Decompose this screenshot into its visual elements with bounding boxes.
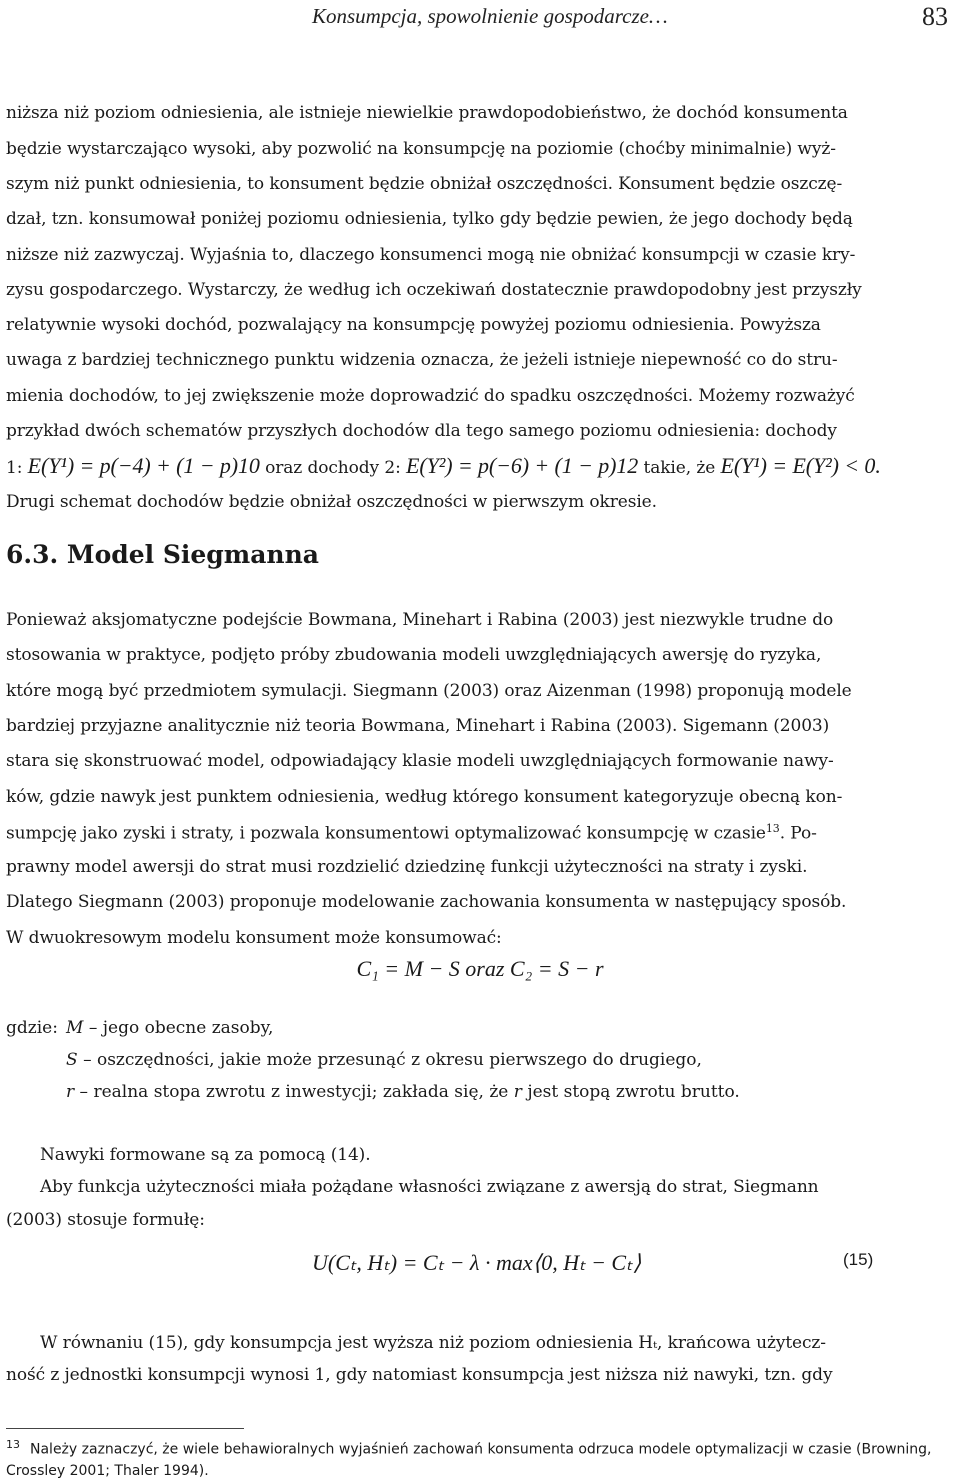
math-line [6,453,881,479]
text-line: Ponieważ aksjomatyczne podejście Bowmana, Minehart i Rabina (2003) jest niezwykle trudne do [6,610,834,630]
text-line: prawny model awersji do strat musi rozdzielić dziedzinę funkcji użyteczności na straty i zyski. [6,857,808,877]
text-line: będzie wystarczająco wysoki, aby pozwolić na konsumpcję na poziomie (choćby minimalnie) wyż- [6,139,836,159]
footnote-divider [6,1428,244,1429]
text-line: stosowania w praktyce, podjęto próby zbudowania modeli uwzględniających awersję do ryzyka, [6,645,822,665]
text-line [6,822,817,844]
definition-r [66,1082,740,1102]
math-prefix: 1: [6,458,23,478]
text-line: które mogą być przedmiotem symulacji. Siegmann (2003) oraz Aizenman (1998) proponują modele [6,681,852,701]
definition-S [66,1050,702,1070]
page-number: 83 [922,2,948,31]
text-line: Nawyki formowane są za pomocą (14). [40,1145,371,1165]
text-line: relatywnie wysoki dochód, pozwalający na konsumpcję powyżej poziomu odniesienia. Powyższa [6,315,821,335]
equation-income-2: E(Y²) = p(−6) + (1 − p)12 [406,453,639,478]
footnote [6,1434,956,1482]
symbol: r [513,1082,522,1102]
text-line: ność z jednostki konsumpcji wynosi 1, gdy natomiast konsumpcja jest niższa niż nawyki, tzn. gdy [6,1365,833,1385]
footnote-mark: 13 [6,1438,20,1451]
footnote-text: Należy zaznaczyć, że wiele behawioralnych wyjaśnień zachowań konsumenta odrzuca modele optymalizacji w czasie (Browning, Crossley 2001; Thaler 1994). [6,1441,932,1479]
definition-text: jest stopą zwrotu brutto. [527,1082,740,1102]
text-line: dzał, tzn. konsumował poniżej poziomu odniesienia, tylko gdy będzie pewien, że jego dochody będą [6,209,853,229]
section-heading: 6.3. Model Siegmanna [6,540,319,569]
equation-comparison: E(Y¹) = E(Y²) < 0. [720,453,881,478]
text-line: uwaga z bardziej technicznego punktu widzenia oznacza, że jeżeli istnieje niepewność co do stru- [6,350,838,370]
math-tail: takie, że [643,458,716,478]
text-line: mienia dochodów, to jej zwiększenie może doprowadzić do spadku oszczędności. Możemy rozważyć [6,386,855,406]
text-span: sumpcję jako zyski i straty, i pozwala konsumentowi optymalizować konsumpcję w czasie [6,823,766,844]
symbol: r [66,1082,75,1102]
definition-M [66,1018,273,1038]
text-line: niższa niż poziom odniesienia, ale istnieje niewielkie prawdopodobieństwo, że dochód konsumenta [6,103,848,123]
text-line: szym niż punkt odniesienia, to konsument będzie obniżał oszczędności. Konsument będzie oszczę- [6,174,843,194]
text-line: W dwuokresowym modelu konsument może konsumować: [6,928,502,948]
text-line: przykład dwóch schematów przyszłych dochodów dla tego samego poziomu odniesienia: dochody [6,421,837,441]
text-line: (2003) stosuje formułę: [6,1210,205,1230]
definition-text: – jego obecne zasoby, [88,1018,274,1038]
definitions-intro: gdzie: [6,1018,58,1038]
equation-number: (15) [843,1250,874,1269]
text-line: ków, gdzie nawyk jest punktem odniesienia, według którego konsument kategoryzuje obecną kon- [6,787,843,807]
text-line: Drugi schemat dochodów będzie obniżał oszczędności w pierwszym okresie. [6,492,657,512]
text-line: Dlatego Siegmann (2003) proponuje modelowanie zachowania konsumenta w następujący sposób. [6,892,847,912]
running-title: Konsumpcja, spowolnienie gospodarcze… [312,4,668,28]
definition-text: – realna stopa zwrotu z inwestycji; zakłada się, że [79,1082,509,1102]
symbol: S [66,1050,78,1070]
text-line: W równaniu (15), gdy konsumpcja jest wyższa niż poziom odniesienia Hₜ, krańcowa użytecz- [40,1333,826,1353]
text-line: stara się skonstruować model, odpowiadający klasie modeli uwzględniających formowanie nawy- [6,751,834,771]
symbol: M [66,1018,84,1038]
math-mid: oraz dochody 2: [265,458,401,478]
definition-text: – oszczędności, jakie może przesunąć z okresu pierwszego do drugiego, [83,1050,702,1070]
text-line: zysu gospodarczego. Wystarczy, że według ich oczekiwań dostatecznie prawdopodobny jest przyszły [6,280,862,300]
text-span: . Po- [779,823,817,844]
equation-income-1: E(Y¹) = p(−4) + (1 − p)10 [27,453,260,478]
text-line: bardziej przyjazne analitycznie niż teoria Bowmana, Minehart i Rabina (2003). Sigemann (2003) [6,716,830,736]
equation-consumption: C₁ = M − S oraz C₂ = S − r [356,956,604,981]
text-line: Aby funkcja użyteczności miała pożądane własności związane z awersją do strat, Siegmann [40,1177,819,1197]
text-line: niższe niż zazwyczaj. Wyjaśnia to, dlaczego konsumenci mogą nie obniżać konsumpcji w czasie kry- [6,245,856,265]
footnote-ref[interactable]: 13 [765,822,780,835]
equation-utility: U(Cₜ, Hₜ) = Cₜ − λ · max⟨0, Hₜ − Cₜ⟩ [312,1250,642,1275]
